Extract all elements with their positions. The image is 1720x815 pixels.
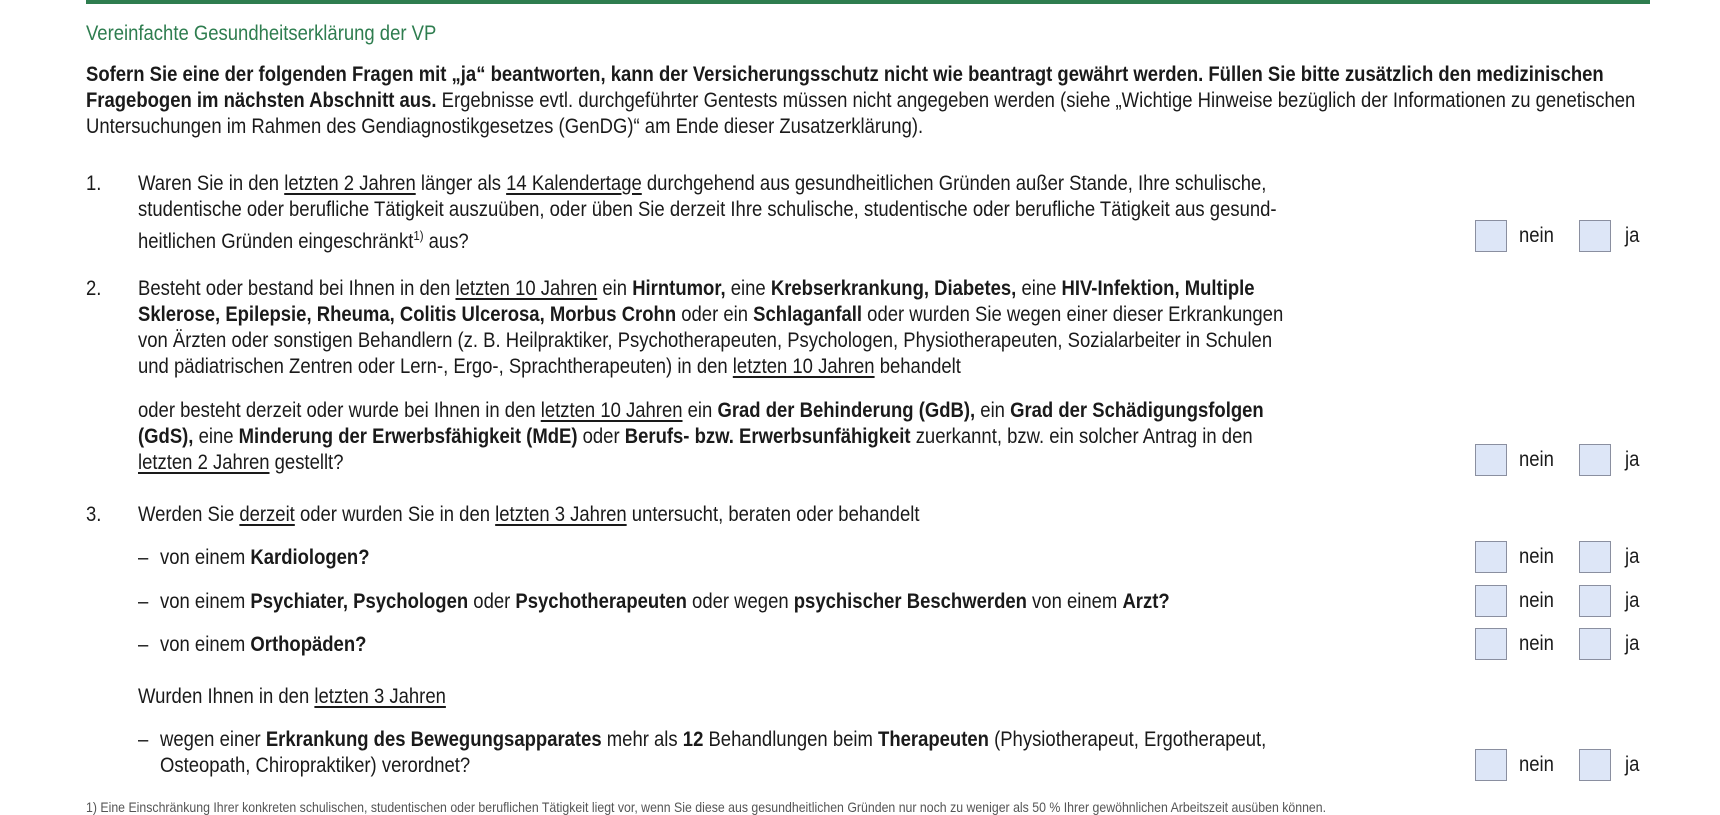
- nein-label: nein: [1519, 545, 1554, 568]
- ja-label: ja: [1625, 753, 1640, 776]
- text-segment: zuerkannt, bzw. ein solcher Antrag in den: [910, 425, 1253, 448]
- ja-label: ja: [1625, 632, 1640, 655]
- bold-term: Berufs- bzw. Erwerbsunfähigkeit: [624, 425, 911, 448]
- text-segment: oder wegen: [686, 590, 794, 613]
- dash: –: [138, 633, 149, 656]
- bold-term: Therapeuten: [878, 728, 989, 751]
- underlined-term: 14 Kalendertage: [506, 172, 642, 195]
- intro-bold: Sofern Sie eine der folgenden Fragen mit „ja“ beantworten, kann der Versicherungsschutz nicht wie beantragt gewährt werden. Füllen Sie bitte zusätzlich den medizinischen Fragebogen im nächsten Abschnitt aus.: [86, 63, 1604, 112]
- footnote: 1) Eine Einschränkung Ihrer konkreten schulischen, studentischen oder beruflichen Tätigkeit liegt vor, wenn Sie diese aus gesundheitlichen Gründen nur noch zu weniger als 50 % Ihrer gewöhnlichen Arbeitszeit ausüben können.: [86, 799, 1327, 815]
- question-number: 3.: [86, 503, 102, 526]
- text-segment: eine: [193, 425, 239, 448]
- dash: –: [138, 590, 149, 613]
- intro-normal: Ergebnisse evtl. durchgeführter Gentests müssen nicht angegeben werden (siehe „Wichtige Hinweise bezüglich der Informationen zu genetischen Untersuchungen im Rahmen des Gendiagnostikgesetzes (GenDG)“ am Ende dieser Zusatzerklärung).: [86, 89, 1636, 138]
- text-segment: Wurden Ihnen in den: [138, 685, 315, 708]
- text-segment: Behandlungen beim: [703, 728, 879, 751]
- question-2-text-b: [138, 398, 1295, 476]
- question-1-text: [138, 171, 1295, 255]
- ja-label: ja: [1625, 448, 1640, 471]
- bold-term: Krebserkrankung, Diabetes,: [770, 277, 1017, 300]
- bold-term: Grad der Schädigungsfolgen (GdS),: [138, 399, 1264, 448]
- nein-label: nein: [1519, 589, 1554, 612]
- ja-label: ja: [1625, 545, 1640, 568]
- answer-row-q3c: [1475, 628, 1675, 662]
- bold-term: Kardiologen?: [250, 546, 370, 569]
- bold-term: psychischer Beschwerden: [793, 590, 1027, 613]
- underlined-term: letzten 10 Jahren: [732, 355, 875, 378]
- underlined-term: letzten 10 Jahren: [455, 277, 598, 300]
- intro-text: [86, 62, 1652, 140]
- ja-checkbox[interactable]: [1579, 585, 1611, 617]
- text-segment: oder wurden Sie wegen einer dieser Erkrankungen von Ärzten oder sonstigen Behandlern (z. B. Heilpraktiker, Psychotherapeuten, Psychologen, Physiotherapeuten, Sozialarbeiter in Schulen und pädiatrischen Zentren oder Lern-, Ergo-, Sprachtherapeuten) in den: [138, 303, 1284, 378]
- text-segment: oder: [577, 425, 625, 448]
- dash: –: [138, 546, 149, 569]
- nein-label: nein: [1519, 632, 1554, 655]
- text-segment: oder ein: [676, 303, 754, 326]
- text-segment: oder: [468, 590, 516, 613]
- bold-term: Hirntumor,: [632, 277, 726, 300]
- section-title: Vereinfachte Gesundheitserklärung der VP: [86, 22, 437, 45]
- text-segment: Waren Sie in den: [138, 172, 285, 195]
- ja-checkbox[interactable]: [1579, 444, 1611, 476]
- text-segment: Werden Sie: [138, 503, 240, 526]
- text-segment: (Physiotherapeut, Ergotherapeut, Osteopath, Chiropraktiker) verordnet?: [160, 728, 1267, 777]
- answer-row-q2: [1475, 444, 1675, 478]
- bold-term: Arzt?: [1122, 590, 1170, 613]
- text-segment: eine: [1016, 277, 1062, 300]
- footnote-ref: 1): [413, 228, 424, 243]
- bold-term: Minderung der Erwerbsfähigkeit (MdE): [238, 425, 578, 448]
- text-segment: länger als: [415, 172, 507, 195]
- bold-term: HIV-Infektion, Multiple Sklerose, Epilepsie, Rheuma, Colitis Ulcerosa, Morbus Crohn: [138, 277, 1255, 326]
- sub-question-psychiater: [160, 589, 1308, 615]
- text-segment: von einem: [160, 546, 251, 569]
- bold-term: Psychiater, Psychologen: [250, 590, 469, 613]
- sub-question-orthopaeden: [160, 632, 1308, 658]
- top-rule: [86, 0, 1650, 4]
- bold-term: Psychotherapeuten: [515, 590, 687, 613]
- text-segment: eine: [725, 277, 771, 300]
- nein-checkbox[interactable]: [1475, 541, 1507, 573]
- nein-label: nein: [1519, 448, 1554, 471]
- text-segment: ein: [597, 277, 633, 300]
- text-segment: Besteht oder bestand bei Ihnen in den: [138, 277, 456, 300]
- text-segment: ein: [975, 399, 1011, 422]
- ja-checkbox[interactable]: [1579, 749, 1611, 781]
- answer-row-q3d: [1475, 749, 1675, 783]
- ja-label: ja: [1625, 589, 1640, 612]
- bold-term: Erkrankung des Bewegungsapparates: [265, 728, 602, 751]
- text-segment: ein: [682, 399, 718, 422]
- ja-label: ja: [1625, 224, 1640, 247]
- text-segment: untersucht, beraten oder behandelt: [626, 503, 920, 526]
- answer-row-q3a: [1475, 541, 1675, 575]
- sub-question-bewegungsapparat: [160, 727, 1308, 779]
- text-segment: wegen einer: [160, 728, 266, 751]
- dash: –: [138, 728, 149, 751]
- nein-checkbox[interactable]: [1475, 220, 1507, 252]
- text-segment: behandelt: [874, 355, 961, 378]
- bold-term: Grad der Behinderung (GdB),: [717, 399, 976, 422]
- question-2-text-a: [138, 276, 1295, 380]
- nein-label: nein: [1519, 753, 1554, 776]
- underlined-term: letzten 2 Jahren: [138, 451, 270, 474]
- sub-question-kardiologen: [160, 545, 1308, 571]
- text-segment: von einem: [160, 590, 251, 613]
- underlined-term: derzeit: [239, 503, 295, 526]
- ja-checkbox[interactable]: [1579, 628, 1611, 660]
- underlined-term: letzten 10 Jahren: [540, 399, 683, 422]
- question-3-followup: [138, 684, 1295, 710]
- nein-checkbox[interactable]: [1475, 749, 1507, 781]
- text-segment: aus?: [423, 230, 469, 253]
- answer-row-q3b: [1475, 585, 1675, 619]
- underlined-term: letzten 3 Jahren: [495, 503, 627, 526]
- answer-row-q1: [1475, 220, 1675, 254]
- ja-checkbox[interactable]: [1579, 541, 1611, 573]
- text-segment: von einem: [1026, 590, 1123, 613]
- ja-checkbox[interactable]: [1579, 220, 1611, 252]
- nein-checkbox[interactable]: [1475, 444, 1507, 476]
- question-3-text: [138, 502, 1295, 528]
- question-number: 2.: [86, 277, 102, 300]
- underlined-term: letzten 2 Jahren: [284, 172, 416, 195]
- nein-label: nein: [1519, 224, 1554, 247]
- text-segment: mehr als: [601, 728, 683, 751]
- bold-term: 12: [682, 728, 704, 751]
- text-segment: von einem: [160, 633, 251, 656]
- bold-term: Orthopäden?: [250, 633, 367, 656]
- question-number: 1.: [86, 172, 102, 195]
- underlined-term: letzten 3 Jahren: [314, 685, 446, 708]
- nein-checkbox[interactable]: [1475, 628, 1507, 660]
- text-segment: gestellt?: [269, 451, 344, 474]
- bold-term: Schlaganfall: [753, 303, 863, 326]
- text-segment: oder wurden Sie in den: [294, 503, 496, 526]
- text-segment: durchgehend aus gesundheitlichen Gründen außer Stande, Ihre schulische, studentische oder berufliche Tätigkeit auszuüben, oder üben Sie derzeit Ihre schulische, studentische oder berufliche Tätigkeit aus gesund-heitlichen Gründen eingeschränkt: [138, 172, 1277, 253]
- text-segment: oder besteht derzeit oder wurde bei Ihnen in den: [138, 399, 541, 422]
- nein-checkbox[interactable]: [1475, 585, 1507, 617]
